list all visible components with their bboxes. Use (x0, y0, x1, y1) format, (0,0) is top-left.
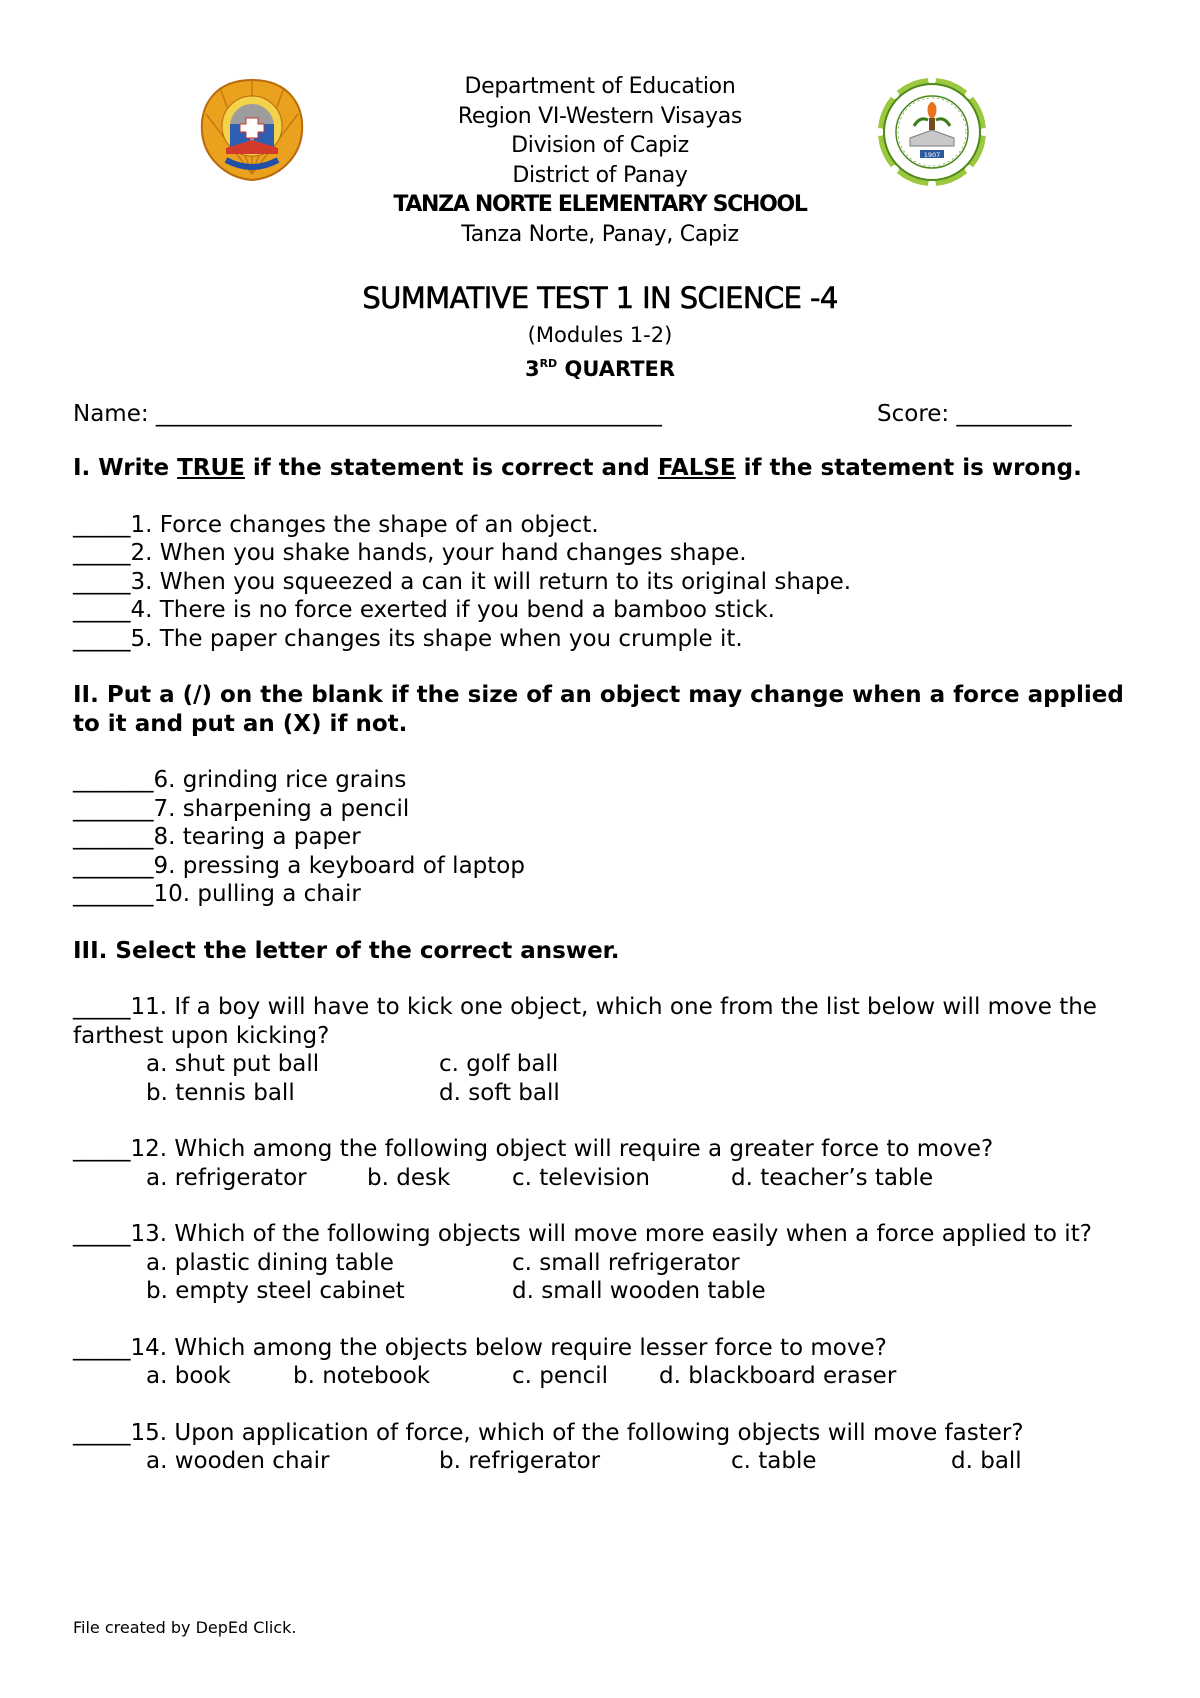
part3-instructions: III. Select the letter of the correct answer. (73, 937, 620, 964)
name-field[interactable]: Name: ____________________________________________ (73, 401, 662, 427)
choice-b: b. tennis ball (146, 1079, 295, 1106)
choice-a: a. book (146, 1363, 231, 1389)
header-line: Department of Education (464, 74, 736, 99)
question-15: _____15. Upon application of force, which of the following objects will move faster? (73, 1419, 1024, 1446)
choice-d: d. teacher’s table (731, 1164, 934, 1191)
list-item: _______6. grinding rice grains (73, 767, 407, 793)
choices-row (73, 1079, 1133, 1108)
choices-row (73, 1164, 1133, 1193)
list-item: _____4. There is no force exerted if you bend a bamboo stick. (73, 597, 775, 623)
choice-a: a. refrigerator (146, 1164, 307, 1191)
choice-d: d. ball (951, 1448, 1022, 1474)
quarter-suffix: RD (539, 357, 558, 370)
question-13: _____13. Which of the following objects will move more easily when a force applied to it? (73, 1221, 1092, 1247)
header-line: District of Panay (512, 162, 688, 188)
letterhead (0, 72, 1200, 249)
part1-instr-text: if the statement is correct and (244, 455, 658, 481)
choice-b: b. empty steel cabinet (146, 1278, 405, 1304)
quarter-text: QUARTER (557, 357, 676, 381)
school-seal-year: 1907 (923, 151, 941, 159)
choice-d: d. blackboard eraser (659, 1363, 897, 1389)
list-item: _______10. pulling a chair (73, 881, 361, 907)
choice-d: d. soft ball (439, 1079, 560, 1106)
list-item: _____1. Force changes the shape of an object. (73, 511, 599, 538)
quarter-label (0, 350, 1200, 383)
list-item: _____2. When you shake hands, your hand changes shape. (73, 540, 747, 566)
test-content (73, 400, 1133, 1476)
test-title: SUMMATIVE TEST 1 IN SCIENCE -4 (362, 281, 838, 315)
school-name: TANZA NORTE ELEMENTARY SCHOOL (393, 192, 807, 217)
list-item: _______9. pressing a keyboard of laptop (73, 852, 525, 879)
choices-row (73, 1277, 1133, 1306)
choice-c: c. pencil (512, 1363, 609, 1389)
choice-c: c. table (731, 1448, 817, 1474)
choices-row (73, 1050, 1133, 1079)
true-keyword: TRUE (177, 455, 245, 481)
list-item: _______8. tearing a paper (73, 824, 361, 850)
header-line: Region VI-Western Visayas (457, 103, 743, 129)
footer-note: File created by DepEd Click. (73, 1618, 297, 1637)
quarter-number: 3 (524, 357, 540, 381)
choice-a: a. plastic dining table (146, 1249, 394, 1276)
choice-d: d. small wooden table (512, 1278, 766, 1304)
choice-c: c. golf ball (439, 1051, 559, 1077)
choice-a: a. shut put ball (146, 1051, 320, 1077)
choice-b: b. notebook (293, 1363, 431, 1389)
list-item: _____3. When you squeezed a can it will return to its original shape. (73, 568, 852, 595)
choices-row (73, 1362, 1133, 1391)
name-score-row (73, 400, 1133, 429)
part1-instructions (73, 454, 1133, 483)
choices-row (73, 1249, 1133, 1278)
part1-instr-text: if the statement is wrong. (735, 455, 1082, 481)
school-address: Tanza Norte, Panay, Capiz (461, 221, 739, 247)
modules-subtitle: (Modules 1-2) (527, 323, 673, 347)
choice-c: c. television (512, 1164, 650, 1191)
question-14: _____14. Which among the objects below require lesser force to move? (73, 1334, 887, 1361)
choice-b: b. refrigerator (439, 1448, 601, 1474)
list-item: _______7. sharpening a pencil (73, 795, 410, 822)
title-block (0, 280, 1200, 383)
false-keyword: FALSE (657, 455, 736, 481)
choice-c: c. small refrigerator (512, 1249, 740, 1276)
question-12: _____12. Which among the following object will require a greater force to move? (73, 1136, 994, 1162)
question-11: _____11. If a boy will have to kick one object, which one from the list below will move the farthest upon kicking? (73, 994, 1097, 1049)
list-item: _____5. The paper changes its shape when you crumple it. (73, 625, 743, 652)
header-line: Division of Capiz (511, 133, 689, 158)
score-field[interactable]: Score: __________ (877, 401, 1072, 427)
part2-instructions: II. Put a (/) on the blank if the size of an object may change when a force applied to it and put an (X) if not. (73, 682, 1124, 737)
choice-a: a. wooden chair (146, 1448, 330, 1474)
choices-row (73, 1447, 1133, 1476)
part1-instr-text: I. Write (73, 455, 178, 481)
choice-b: b. desk (367, 1164, 451, 1191)
